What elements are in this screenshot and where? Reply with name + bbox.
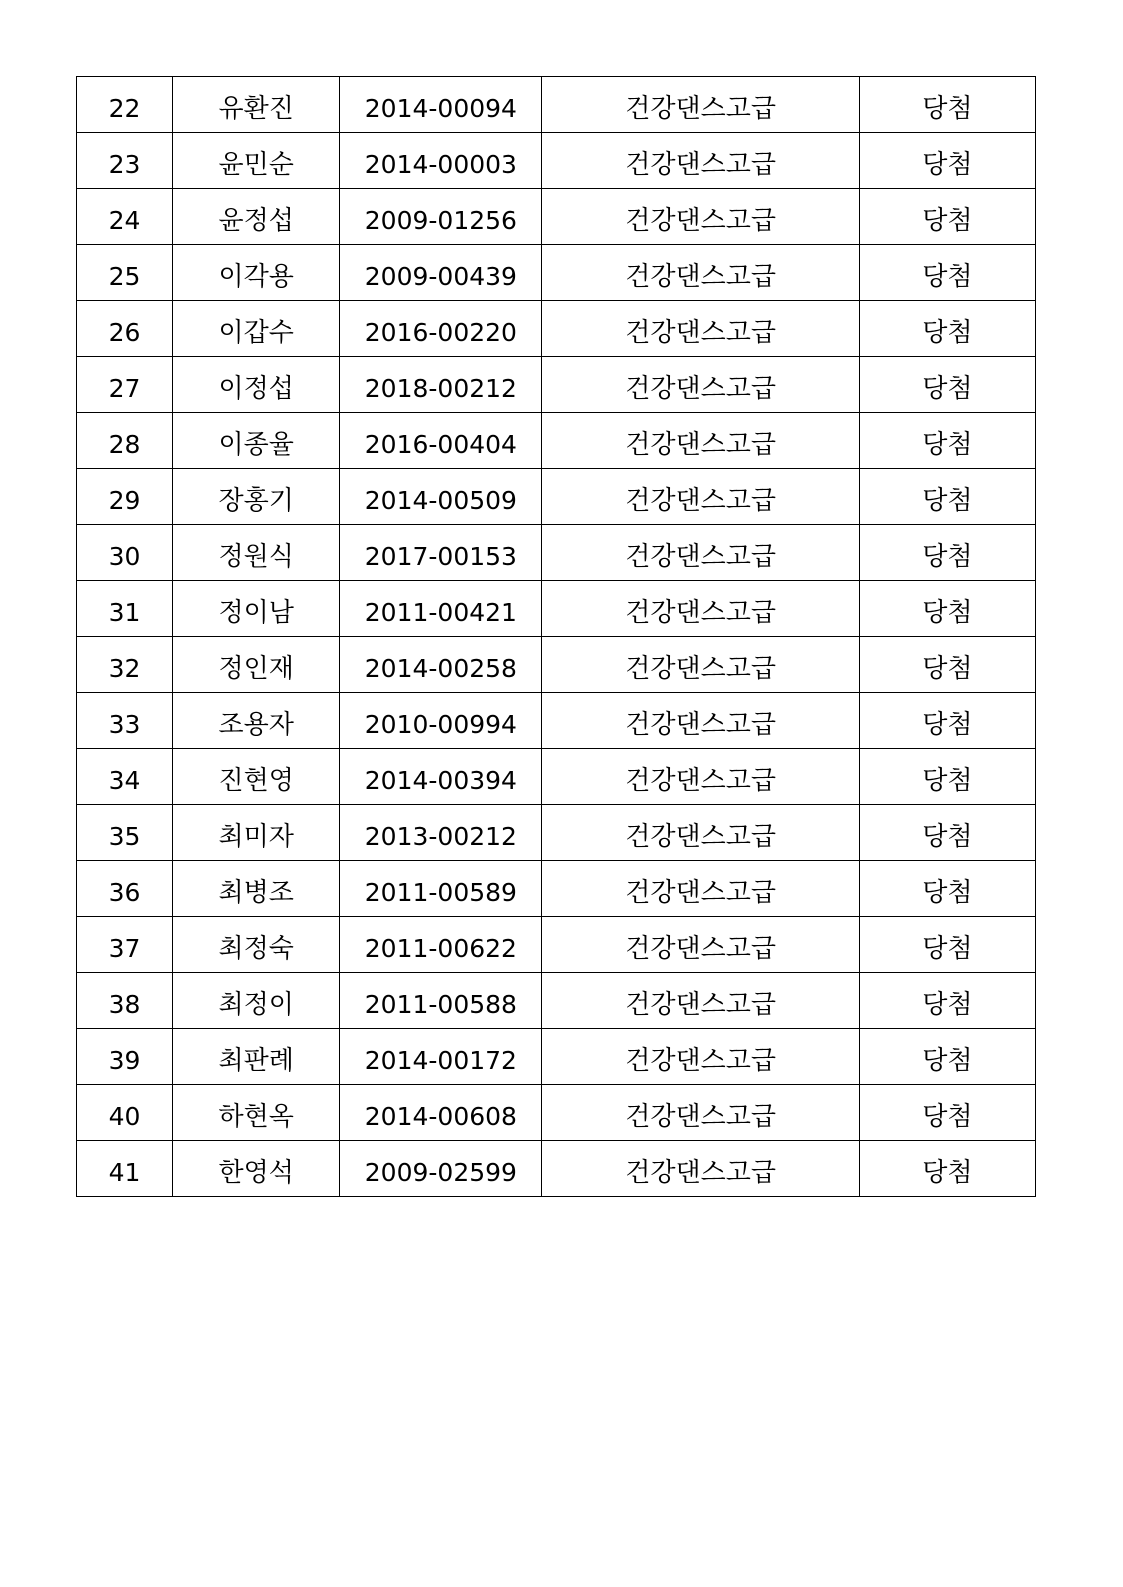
table-row	[77, 133, 1036, 189]
member-id-cell	[340, 749, 542, 805]
member-name-text: 윤정섭	[218, 205, 294, 236]
row-number-text: 33	[108, 710, 141, 739]
result-text: 당첨	[922, 93, 973, 124]
result-cell	[859, 357, 1035, 413]
row-number-cell	[77, 469, 173, 525]
table-row	[77, 245, 1036, 301]
lottery-results-table	[76, 76, 1036, 1197]
row-number-text: 39	[108, 1046, 141, 1075]
member-name-cell	[173, 693, 340, 749]
row-number-text: 32	[108, 654, 141, 683]
table-row	[77, 861, 1036, 917]
course-name-cell	[542, 189, 859, 245]
member-name-cell	[173, 525, 340, 581]
result-text: 당첨	[922, 709, 973, 740]
result-text: 당첨	[922, 317, 973, 348]
member-id-text: 2009-00439	[364, 262, 517, 291]
course-name-text: 건강댄스고급	[625, 429, 776, 460]
member-id-text: 2017-00153	[364, 542, 517, 571]
member-id-cell	[340, 77, 542, 133]
row-number-text: 31	[108, 598, 141, 627]
row-number-cell	[77, 693, 173, 749]
member-id-text: 2009-02599	[364, 1158, 517, 1187]
member-id-text: 2018-00212	[364, 374, 517, 403]
member-id-cell	[340, 917, 542, 973]
member-name-text: 정원식	[218, 541, 294, 572]
member-name-cell	[173, 1085, 340, 1141]
member-id-cell	[340, 525, 542, 581]
course-name-text: 건강댄스고급	[625, 485, 776, 516]
member-name-text: 이각용	[218, 261, 294, 292]
member-id-text: 2011-00588	[364, 990, 517, 1019]
course-name-cell	[542, 749, 859, 805]
row-number-text: 35	[108, 822, 141, 851]
result-text: 당첨	[922, 933, 973, 964]
result-text: 당첨	[922, 261, 973, 292]
member-name-cell	[173, 413, 340, 469]
result-text: 당첨	[922, 205, 973, 236]
course-name-cell	[542, 917, 859, 973]
member-name-text: 한영석	[218, 1157, 294, 1188]
member-id-text: 2013-00212	[364, 822, 517, 851]
member-name-text: 하현옥	[218, 1101, 294, 1132]
row-number-cell	[77, 861, 173, 917]
member-id-text: 2014-00172	[364, 1046, 517, 1075]
course-name-cell	[542, 77, 859, 133]
table-row	[77, 693, 1036, 749]
member-id-cell	[340, 581, 542, 637]
member-name-cell	[173, 917, 340, 973]
row-number-cell	[77, 189, 173, 245]
course-name-text: 건강댄스고급	[625, 597, 776, 628]
member-name-text: 정이남	[218, 597, 294, 628]
member-name-text: 정인재	[218, 653, 294, 684]
course-name-text: 건강댄스고급	[625, 765, 776, 796]
course-name-cell	[542, 581, 859, 637]
member-id-cell	[340, 357, 542, 413]
course-name-cell	[542, 973, 859, 1029]
row-number-cell	[77, 749, 173, 805]
row-number-text: 23	[108, 150, 141, 179]
table-row	[77, 973, 1036, 1029]
member-id-text: 2011-00589	[364, 878, 517, 907]
course-name-text: 건강댄스고급	[625, 653, 776, 684]
result-cell	[859, 469, 1035, 525]
course-name-cell	[542, 1141, 859, 1197]
member-id-cell	[340, 245, 542, 301]
course-name-text: 건강댄스고급	[625, 261, 776, 292]
result-cell	[859, 581, 1035, 637]
course-name-text: 건강댄스고급	[625, 93, 776, 124]
course-name-text: 건강댄스고급	[625, 317, 776, 348]
course-name-cell	[542, 469, 859, 525]
result-text: 당첨	[922, 1101, 973, 1132]
course-name-cell	[542, 357, 859, 413]
member-id-cell	[340, 469, 542, 525]
row-number-text: 27	[108, 374, 141, 403]
member-id-cell	[340, 973, 542, 1029]
row-number-text: 29	[108, 486, 141, 515]
result-text: 당첨	[922, 541, 973, 572]
member-name-cell	[173, 581, 340, 637]
member-name-cell	[173, 805, 340, 861]
member-name-text: 이갑수	[218, 317, 294, 348]
row-number-text: 25	[108, 262, 141, 291]
result-cell	[859, 749, 1035, 805]
table-row	[77, 581, 1036, 637]
row-number-cell	[77, 301, 173, 357]
course-name-text: 건강댄스고급	[625, 373, 776, 404]
table-row	[77, 77, 1036, 133]
course-name-text: 건강댄스고급	[625, 1157, 776, 1188]
course-name-text: 건강댄스고급	[625, 1101, 776, 1132]
member-id-text: 2011-00622	[364, 934, 517, 963]
member-name-text: 최정이	[218, 989, 294, 1020]
result-text: 당첨	[922, 877, 973, 908]
course-name-text: 건강댄스고급	[625, 205, 776, 236]
result-text: 당첨	[922, 653, 973, 684]
member-id-cell	[340, 805, 542, 861]
member-name-text: 최정숙	[218, 933, 294, 964]
row-number-cell	[77, 973, 173, 1029]
row-number-text: 28	[108, 430, 141, 459]
row-number-cell	[77, 525, 173, 581]
table-row	[77, 301, 1036, 357]
row-number-text: 22	[108, 94, 141, 123]
result-cell	[859, 525, 1035, 581]
course-name-text: 건강댄스고급	[625, 709, 776, 740]
result-text: 당첨	[922, 989, 973, 1020]
row-number-cell	[77, 637, 173, 693]
result-text: 당첨	[922, 1157, 973, 1188]
course-name-cell	[542, 133, 859, 189]
course-name-cell	[542, 525, 859, 581]
member-id-cell	[340, 1141, 542, 1197]
table-row	[77, 1029, 1036, 1085]
member-id-cell	[340, 413, 542, 469]
member-name-cell	[173, 861, 340, 917]
member-name-cell	[173, 973, 340, 1029]
course-name-text: 건강댄스고급	[625, 1045, 776, 1076]
row-number-text: 38	[108, 990, 141, 1019]
course-name-text: 건강댄스고급	[625, 933, 776, 964]
table-row	[77, 525, 1036, 581]
table-row	[77, 637, 1036, 693]
row-number-cell	[77, 1141, 173, 1197]
course-name-cell	[542, 245, 859, 301]
table-row	[77, 805, 1036, 861]
result-cell	[859, 413, 1035, 469]
result-cell	[859, 245, 1035, 301]
row-number-text: 26	[108, 318, 141, 347]
row-number-cell	[77, 413, 173, 469]
table-row	[77, 413, 1036, 469]
member-id-text: 2009-01256	[364, 206, 517, 235]
course-name-cell	[542, 413, 859, 469]
member-id-cell	[340, 1029, 542, 1085]
member-name-text: 최병조	[218, 877, 294, 908]
table-row	[77, 749, 1036, 805]
row-number-text: 37	[108, 934, 141, 963]
result-text: 당첨	[922, 149, 973, 180]
member-id-cell	[340, 301, 542, 357]
member-name-cell	[173, 301, 340, 357]
member-name-cell	[173, 77, 340, 133]
member-name-cell	[173, 1141, 340, 1197]
row-number-text: 30	[108, 542, 141, 571]
course-name-cell	[542, 861, 859, 917]
course-name-text: 건강댄스고급	[625, 541, 776, 572]
course-name-cell	[542, 1085, 859, 1141]
result-text: 당첨	[922, 765, 973, 796]
member-name-text: 윤민순	[218, 149, 294, 180]
member-id-cell	[340, 693, 542, 749]
member-id-cell	[340, 637, 542, 693]
member-id-cell	[340, 1085, 542, 1141]
member-id-cell	[340, 861, 542, 917]
table-row	[77, 357, 1036, 413]
member-id-text: 2011-00421	[364, 598, 517, 627]
table-row	[77, 917, 1036, 973]
member-name-text: 최미자	[218, 821, 294, 852]
member-id-text: 2016-00404	[364, 430, 517, 459]
member-id-text: 2010-00994	[364, 710, 517, 739]
result-text: 당첨	[922, 429, 973, 460]
row-number-text: 41	[108, 1158, 141, 1187]
member-name-text: 조용자	[218, 709, 294, 740]
course-name-cell	[542, 301, 859, 357]
table-row	[77, 189, 1036, 245]
row-number-cell	[77, 917, 173, 973]
member-name-text: 유환진	[218, 93, 294, 124]
course-name-text: 건강댄스고급	[625, 821, 776, 852]
result-cell	[859, 1141, 1035, 1197]
course-name-text: 건강댄스고급	[625, 989, 776, 1020]
row-number-cell	[77, 357, 173, 413]
result-cell	[859, 1085, 1035, 1141]
row-number-text: 24	[108, 206, 141, 235]
result-cell	[859, 133, 1035, 189]
member-name-cell	[173, 133, 340, 189]
member-id-text: 2014-00394	[364, 766, 517, 795]
row-number-cell	[77, 133, 173, 189]
result-cell	[859, 301, 1035, 357]
member-id-text: 2014-00003	[364, 150, 517, 179]
result-cell	[859, 189, 1035, 245]
result-text: 당첨	[922, 373, 973, 404]
row-number-cell	[77, 77, 173, 133]
row-number-cell	[77, 1085, 173, 1141]
table-row	[77, 469, 1036, 525]
member-name-text: 이정섭	[218, 373, 294, 404]
result-cell	[859, 917, 1035, 973]
result-text: 당첨	[922, 1045, 973, 1076]
result-cell	[859, 693, 1035, 749]
course-name-cell	[542, 637, 859, 693]
member-name-cell	[173, 469, 340, 525]
result-text: 당첨	[922, 821, 973, 852]
result-text: 당첨	[922, 485, 973, 516]
member-name-text: 진현영	[218, 765, 294, 796]
course-name-cell	[542, 1029, 859, 1085]
member-id-text: 2014-00094	[364, 94, 517, 123]
result-text: 당첨	[922, 597, 973, 628]
table-row	[77, 1085, 1036, 1141]
member-name-text: 장홍기	[218, 485, 294, 516]
member-name-text: 최판례	[218, 1045, 294, 1076]
row-number-cell	[77, 245, 173, 301]
table-row	[77, 1141, 1036, 1197]
course-name-text: 건강댄스고급	[625, 149, 776, 180]
table-body	[77, 77, 1036, 1197]
row-number-cell	[77, 1029, 173, 1085]
course-name-cell	[542, 805, 859, 861]
member-name-cell	[173, 1029, 340, 1085]
result-cell	[859, 77, 1035, 133]
member-id-text: 2016-00220	[364, 318, 517, 347]
row-number-cell	[77, 581, 173, 637]
result-cell	[859, 973, 1035, 1029]
member-id-text: 2014-00258	[364, 654, 517, 683]
member-name-cell	[173, 637, 340, 693]
course-name-cell	[542, 693, 859, 749]
member-id-text: 2014-00608	[364, 1102, 517, 1131]
member-name-cell	[173, 749, 340, 805]
result-cell	[859, 861, 1035, 917]
row-number-cell	[77, 805, 173, 861]
row-number-text: 40	[108, 1102, 141, 1131]
course-name-text: 건강댄스고급	[625, 877, 776, 908]
row-number-text: 34	[108, 766, 141, 795]
member-id-cell	[340, 133, 542, 189]
member-name-text: 이종율	[218, 429, 294, 460]
result-cell	[859, 1029, 1035, 1085]
row-number-text: 36	[108, 878, 141, 907]
member-name-cell	[173, 357, 340, 413]
member-name-cell	[173, 245, 340, 301]
result-cell	[859, 805, 1035, 861]
member-id-text: 2014-00509	[364, 486, 517, 515]
member-id-cell	[340, 189, 542, 245]
member-name-cell	[173, 189, 340, 245]
result-cell	[859, 637, 1035, 693]
